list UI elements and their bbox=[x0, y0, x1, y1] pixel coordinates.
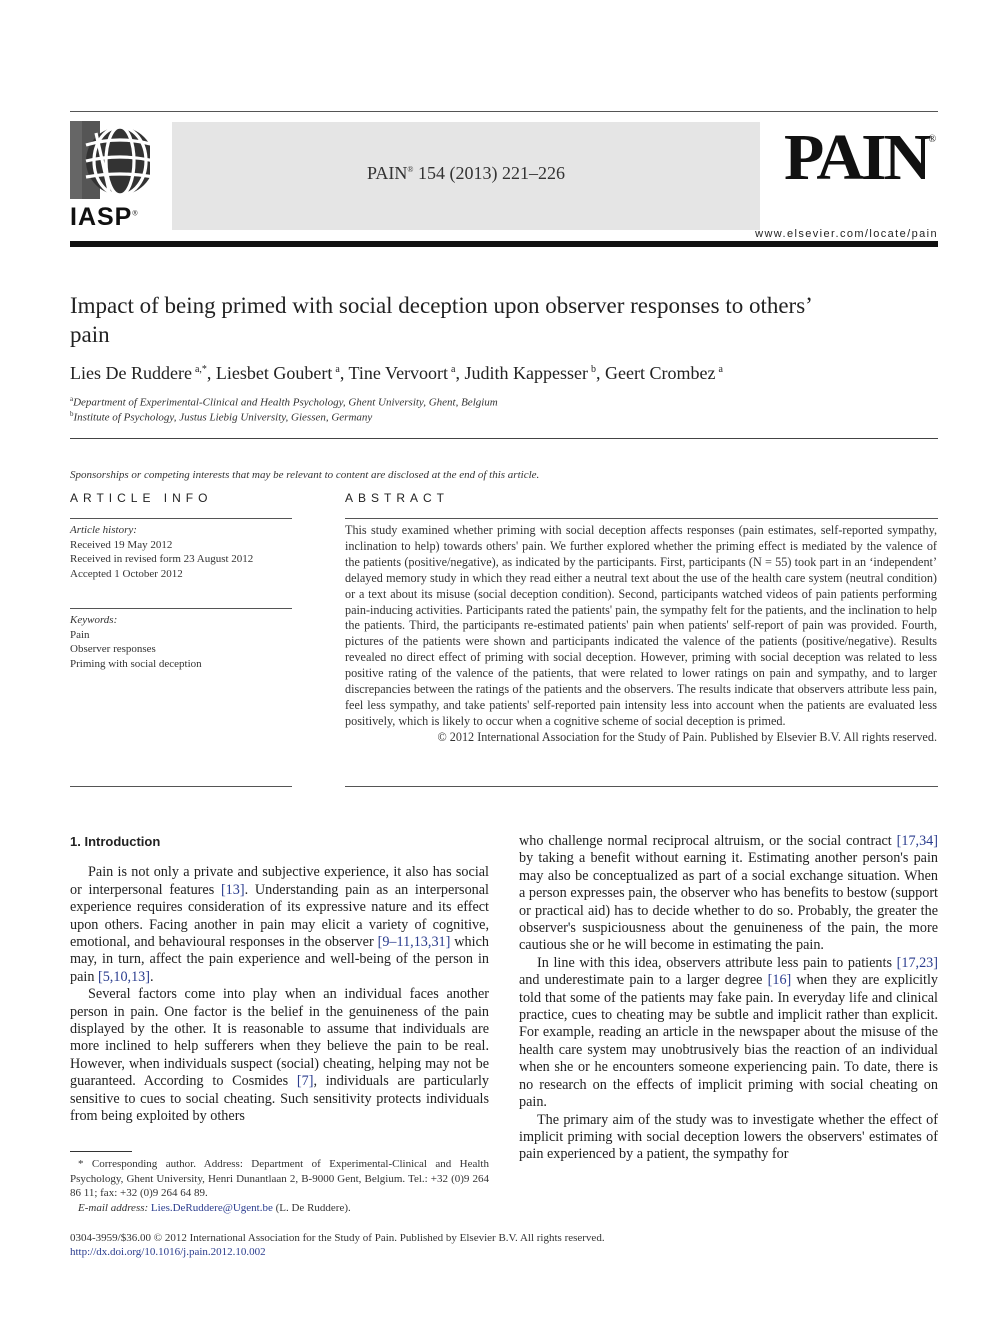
top-rule bbox=[70, 111, 938, 112]
author-affiliation-mark[interactable]: b bbox=[590, 364, 596, 375]
author-list bbox=[70, 363, 723, 384]
citation-link[interactable]: [13] bbox=[220, 881, 245, 898]
intro-paragraph-4: The primary aim of the study was to investigate whether the effect of implicit priming with social deception lowers the observers' estimates of pain experienced by a patient, the sympathy for bbox=[519, 1111, 938, 1163]
author-name: Tine Vervoort bbox=[348, 363, 449, 383]
author-affiliation-mark[interactable]: a bbox=[718, 364, 723, 375]
journal-url[interactable]: www.elsevier.com/locate/pain bbox=[755, 228, 938, 240]
author-affiliation-mark[interactable]: a bbox=[335, 364, 340, 375]
intro-paragraph-1: Pain is not only a private and subjective experience, it also has social or interpersonal features [13]. Understanding pain as an interpersonal experience requires consideration of its expressive nature and its effect upon others. Facing another in pain may elicit a variety of cognitive, emotional, and behavioural responses in the observer [9–11,13,31] which may, in turn, affect the pain experience and well-being of the person in pain [5,10,13]. bbox=[70, 864, 489, 985]
article-title: Impact of being primed with social deception upon observer responses to others’ pain bbox=[70, 293, 812, 347]
citation-link[interactable]: [9–11,13,31] bbox=[377, 934, 451, 951]
citation-link[interactable]: [17,23] bbox=[896, 954, 938, 971]
author-separator: , bbox=[206, 363, 216, 383]
footnote-email-line: E-mail address: Lies.DeRuddere@Ugent.be (L. De Ruddere). bbox=[78, 1202, 351, 1215]
keywords-block bbox=[70, 613, 202, 671]
author-name: Liesbet Goubert bbox=[215, 363, 333, 383]
author-separator: , bbox=[595, 363, 605, 383]
author-name: Lies De Ruddere bbox=[70, 363, 192, 383]
author-separator: , bbox=[455, 363, 465, 383]
revised-date: Received in revised form 23 August 2012 bbox=[70, 553, 254, 565]
divider-rule bbox=[70, 438, 938, 439]
author-name: Geert Crombez bbox=[604, 363, 716, 383]
sponsorship-note: Sponsorships or competing interests that may be relevant to content are disclosed at the end of this article. bbox=[70, 469, 540, 481]
body-left-column bbox=[70, 833, 489, 1126]
iasp-logo: IASP® bbox=[70, 203, 139, 231]
iasp-globe-icon bbox=[70, 121, 150, 199]
journal-citation: PAIN® 154 (2013) 221–226 bbox=[367, 163, 565, 183]
received-date: Received 19 May 2012 bbox=[70, 538, 173, 551]
pain-logo: PAIN® bbox=[784, 121, 937, 194]
header-thick-rule bbox=[70, 241, 938, 247]
affiliation-a: $^a$Department of Experimental-Clinical and Health Psychology, Ghent University, Ghent, Belgium bbox=[70, 395, 498, 409]
issn-line: 0304-3959/$36.00 © 2012 International Association for the Study of Pain. Published by Elsevier B.V. All rights reserved. bbox=[70, 1232, 605, 1244]
email-link[interactable]: Lies.DeRuddere@Ugent.be bbox=[150, 1202, 273, 1215]
accepted-date: Accepted 1 October 2012 bbox=[70, 567, 183, 580]
author-affiliation-mark[interactable]: a,* bbox=[194, 364, 207, 375]
keyword-item: Observer responses bbox=[70, 643, 156, 655]
author-separator: , bbox=[339, 363, 349, 383]
info-rule-top bbox=[70, 518, 292, 519]
abstract-rule-bottom bbox=[345, 786, 938, 787]
intro-paragraph-2: Several factors come into play when an individual faces another person in pain. One factor is the belief in the genuineness of the pain displayed by the other. It is reasonable to assume that individuals are more inclined to help sufferers when they believe the pain to be real. However, when individuals suspect (social) cheating, helping may not be guaranteed. According to Cosmides [7], individuals are particularly sensitive to cues to social cheating. Such sensitivity protects individuals from being exploited by others bbox=[70, 986, 489, 1125]
keyword-item: Priming with social deception bbox=[70, 657, 202, 670]
info-rule-bottom bbox=[70, 786, 292, 787]
keywords-label: Keywords: bbox=[70, 614, 118, 626]
body-right-column bbox=[519, 833, 938, 1164]
citation-link[interactable]: [5,10,13] bbox=[97, 968, 150, 985]
history-label: Article history: bbox=[70, 524, 137, 536]
info-rule-mid bbox=[70, 608, 292, 609]
page-footer bbox=[70, 1231, 605, 1259]
abstract-text: This study examined whether priming with social deception affects responses (pain estimates, self-reported sympathy, inclination to help) towards others' pain. We further explored whether the priming effect is mediated by the valence of the patients (positive/negative), as indicated by the participants. First, participants (N = 55) took part in an ‘independent’ delayed memory study in which they read either a neutral text about the use of the health care system (neutral condition) or a text about its misuse (social deception condition). Second, participants watched videos of pain patients performing pain-inducing activities. Participants rated the patients' pain, the sympathy felt for the patients, and the inclination to help the patients. Third, the participants re-estimated patients' pain when patients' self-report of pain was provided. Fourth, pictures of the patients were shown and participants indicated the valence of the patients (positive/negative). Results revealed no direct effect of priming with social deception. However, priming with social deception was related to less positive rating of the valence of the patients, that were related to lower ratings on pain and sympathy, and to larger discrepancies between the ratings of the patients and the observers. The results indicate that observers attribute less pain, feel less sympathy, and take patients' self-reported pain intensity less into account when the patients are evaluated less positively, which is likely to occur when a cognitive scheme of social deception is primed. bbox=[345, 523, 937, 728]
abstract-heading: ABSTRACT bbox=[345, 491, 450, 505]
author-name: Judith Kappesser bbox=[464, 363, 588, 383]
intro-paragraph-3: In line with this idea, observers attribute less pain to patients [17,23] and underestimate pain to a larger degree [16] when they are explicitly told that some of the patients may fake pain. In everyday life and clinical practice, cues to cheating may be subtle and implicit rather than explicit. For example, reading an article in the newspaper about the misuse of the health care system may unobtrusively bias the reaction of an individual when she or he encounters someone experiencing pain. To date, there is no research on the effects of implicit priming with social cheating on pain. bbox=[519, 954, 938, 1111]
keyword-item: Pain bbox=[70, 628, 90, 641]
footnote-rule bbox=[70, 1151, 132, 1152]
abstract-rule-top bbox=[345, 518, 938, 519]
affiliation-b: $^b$Institute of Psychology, Justus Liebig University, Giessen, Germany bbox=[70, 410, 373, 424]
abstract-copyright: © 2012 International Association for the Study of Pain. Published by Elsevier B.V. All rights reserved. bbox=[437, 729, 937, 744]
corresponding-author-footnote bbox=[70, 1157, 489, 1216]
citation-link[interactable]: [17,34] bbox=[896, 833, 938, 849]
citation-link[interactable]: [7] bbox=[296, 1073, 314, 1090]
citation-link[interactable]: [16] bbox=[767, 972, 792, 989]
abstract-body bbox=[345, 523, 937, 746]
author-affiliation-mark[interactable]: a bbox=[451, 364, 456, 375]
doi-link[interactable]: http://dx.doi.org/10.1016/j.pain.2012.10.002 bbox=[70, 1246, 266, 1258]
intro-paragraph-2-cont: who challenge normal reciprocal altruism, or the social contract [17,34] by taking a benefit without earning it. Estimating another person's pain may also be conceptualized as part of a social exchange situation. When a person expresses pain, the observer who has benefits to bestow (support or practical aid) has to decide whether to do so. Probably, the greater the observer's suspiciousness about the genuineness of the pain, the more cautious she or he will become in estimating the pain. bbox=[519, 833, 938, 954]
article-history bbox=[70, 523, 253, 581]
section-title: 1. Introduction bbox=[70, 834, 161, 849]
footnote-text: * Corresponding author. Address: Department of Experimental-Clinical and Health Psychology, Ghent University, Henri Dunantlaan 2, B-9000 Gent, Belgium. Tel.: +32 (0)9 264 86 11; fax: +32 (0)9 264 64 89. bbox=[70, 1158, 489, 1200]
article-info-heading: ARTICLE INFO bbox=[70, 491, 213, 505]
